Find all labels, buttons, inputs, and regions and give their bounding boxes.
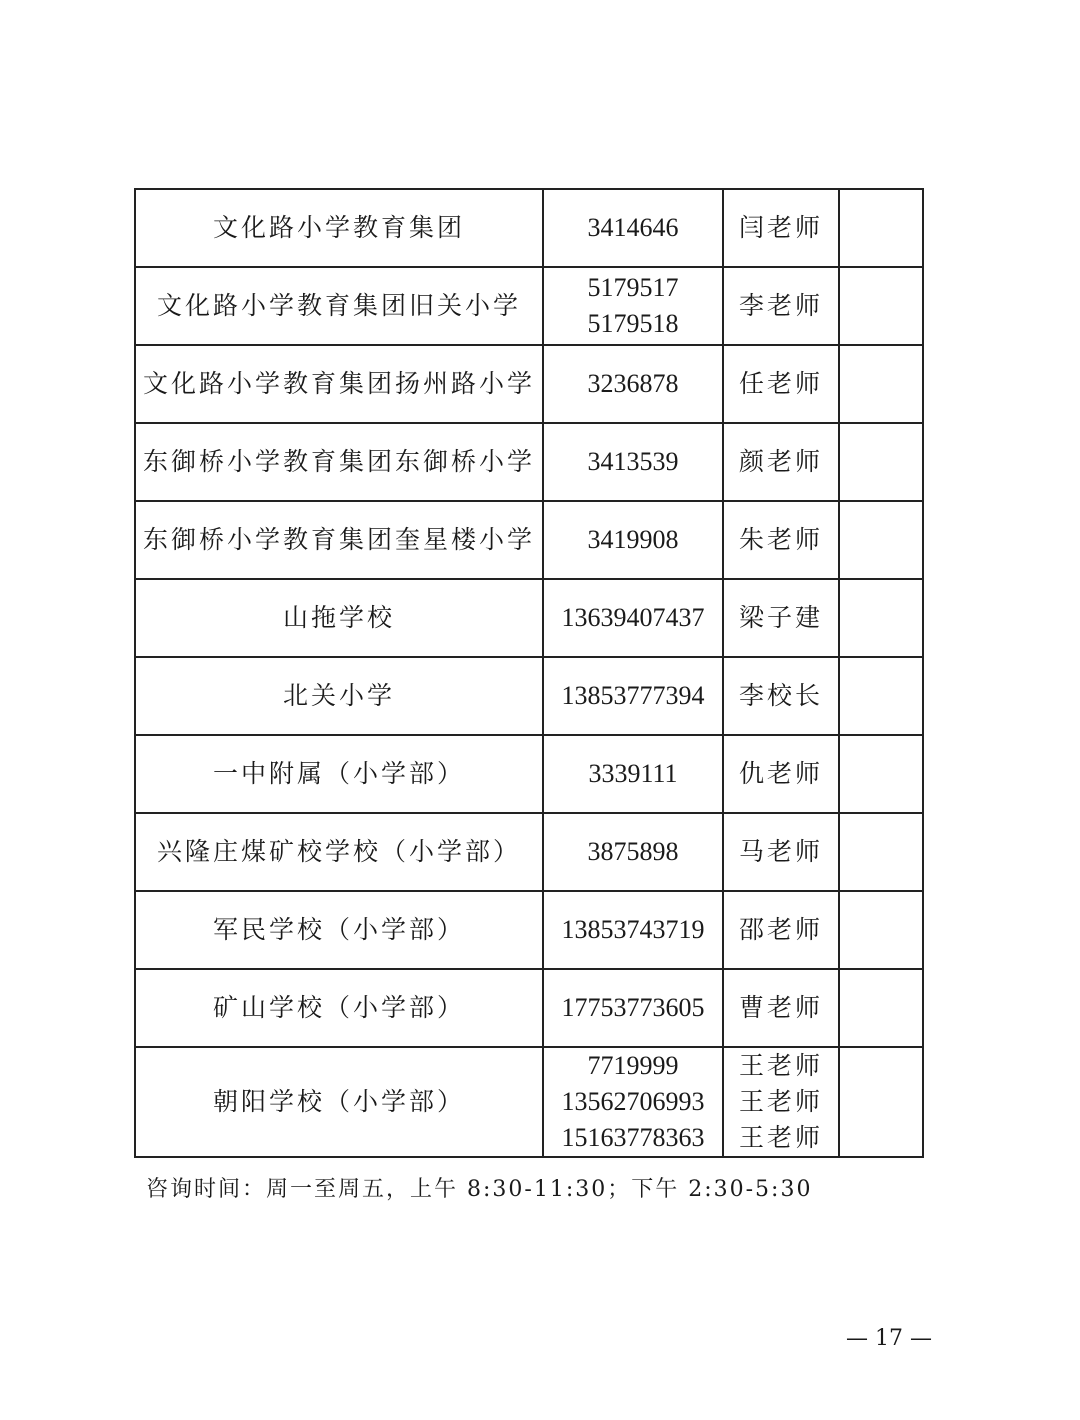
table-row: [135, 969, 923, 1047]
phone-number: 3414646: [587, 213, 679, 242]
contact-person: 王老师: [738, 1051, 823, 1080]
table-row: [135, 501, 923, 579]
contact-person-cell: [723, 735, 839, 813]
phone-number: 13853777394: [561, 681, 705, 710]
contact-person-cell: [723, 267, 839, 345]
table-row: [135, 345, 923, 423]
table-row: [135, 267, 923, 345]
empty-cell: [839, 969, 923, 1047]
phone-cell: [543, 891, 723, 969]
phone-cell: [543, 267, 723, 345]
phone-cell: [543, 1047, 723, 1157]
contact-person: 李校长: [738, 681, 823, 710]
phone-number: 13639407437: [561, 603, 705, 632]
empty-cell: [839, 735, 923, 813]
phone-number: 13562706993: [561, 1087, 705, 1116]
phone-cell: [543, 579, 723, 657]
school-name-cell: 山拖学校: [135, 579, 543, 657]
contact-person: 颜老师: [738, 447, 823, 476]
phone-number: 3339111: [588, 759, 678, 788]
contact-person: 任老师: [738, 369, 823, 398]
empty-cell: [839, 813, 923, 891]
empty-cell: [839, 891, 923, 969]
phone-number: 3419908: [587, 525, 679, 554]
contact-person: 马老师: [738, 837, 823, 866]
contact-person-cell: [723, 813, 839, 891]
school-name-cell: 文化路小学教育集团扬州路小学: [135, 345, 543, 423]
contact-person: 朱老师: [738, 525, 823, 554]
contact-person: 王老师: [738, 1123, 823, 1152]
contact-person: 仇老师: [738, 759, 823, 788]
page-number: — 17 —: [846, 1326, 932, 1351]
empty-cell: [839, 267, 923, 345]
table-row: [135, 423, 923, 501]
table-row: [135, 813, 923, 891]
school-name-cell: 文化路小学教育集团: [135, 189, 543, 267]
contact-person: 王老师: [738, 1087, 823, 1116]
consultation-hours-note: 咨询时间：周一至周五，上午 8:30-11:30；下午 2:30-5:30: [146, 1177, 813, 1202]
phone-number: 5179518: [587, 309, 679, 338]
phone-cell: [543, 189, 723, 267]
phone-number: 3875898: [587, 837, 679, 866]
contact-person: 梁子建: [738, 603, 823, 632]
contact-person-cell: [723, 423, 839, 501]
phone-number: 13853743719: [561, 915, 705, 944]
phone-cell: [543, 501, 723, 579]
phone-cell: [543, 813, 723, 891]
empty-cell: [839, 1047, 923, 1157]
contact-person: 李老师: [738, 291, 823, 320]
phone-cell: [543, 657, 723, 735]
empty-cell: [839, 657, 923, 735]
school-name-cell: 北关小学: [135, 657, 543, 735]
empty-cell: [839, 189, 923, 267]
phone-number: 3413539: [587, 447, 679, 476]
contact-table: [134, 188, 924, 1158]
phone-number: 7719999: [587, 1051, 679, 1080]
contact-person-cell: [723, 657, 839, 735]
contact-person: 邵老师: [738, 915, 823, 944]
contact-person-cell: [723, 1047, 839, 1157]
phone-number: 15163778363: [561, 1123, 705, 1152]
phone-cell: [543, 423, 723, 501]
contact-person-cell: [723, 969, 839, 1047]
phone-number: 17753773605: [561, 993, 705, 1022]
contact-person: 曹老师: [738, 993, 823, 1022]
school-name-cell: 兴隆庄煤矿校学校（小学部）: [135, 813, 543, 891]
table-row: [135, 657, 923, 735]
phone-number: 3236878: [587, 369, 679, 398]
contact-person-cell: [723, 579, 839, 657]
empty-cell: [839, 345, 923, 423]
table-body: [135, 189, 923, 1157]
school-name-cell: 文化路小学教育集团旧关小学: [135, 267, 543, 345]
contact-person: 闫老师: [738, 213, 823, 242]
school-name-cell: 朝阳学校（小学部）: [135, 1047, 543, 1157]
empty-cell: [839, 423, 923, 501]
phone-cell: [543, 735, 723, 813]
table-row: [135, 579, 923, 657]
school-name-cell: 东御桥小学教育集团东御桥小学: [135, 423, 543, 501]
school-name-cell: 军民学校（小学部）: [135, 891, 543, 969]
phone-number: 5179517: [587, 273, 679, 302]
contact-person-cell: [723, 189, 839, 267]
school-name-cell: 矿山学校（小学部）: [135, 969, 543, 1047]
contact-person-cell: [723, 891, 839, 969]
school-name-cell: 一中附属（小学部）: [135, 735, 543, 813]
table-row: [135, 891, 923, 969]
contact-person-cell: [723, 345, 839, 423]
empty-cell: [839, 501, 923, 579]
phone-cell: [543, 345, 723, 423]
table-row: [135, 735, 923, 813]
school-name-cell: 东御桥小学教育集团奎星楼小学: [135, 501, 543, 579]
table-row: [135, 189, 923, 267]
phone-cell: [543, 969, 723, 1047]
empty-cell: [839, 579, 923, 657]
table-row: [135, 1047, 923, 1157]
contact-person-cell: [723, 501, 839, 579]
